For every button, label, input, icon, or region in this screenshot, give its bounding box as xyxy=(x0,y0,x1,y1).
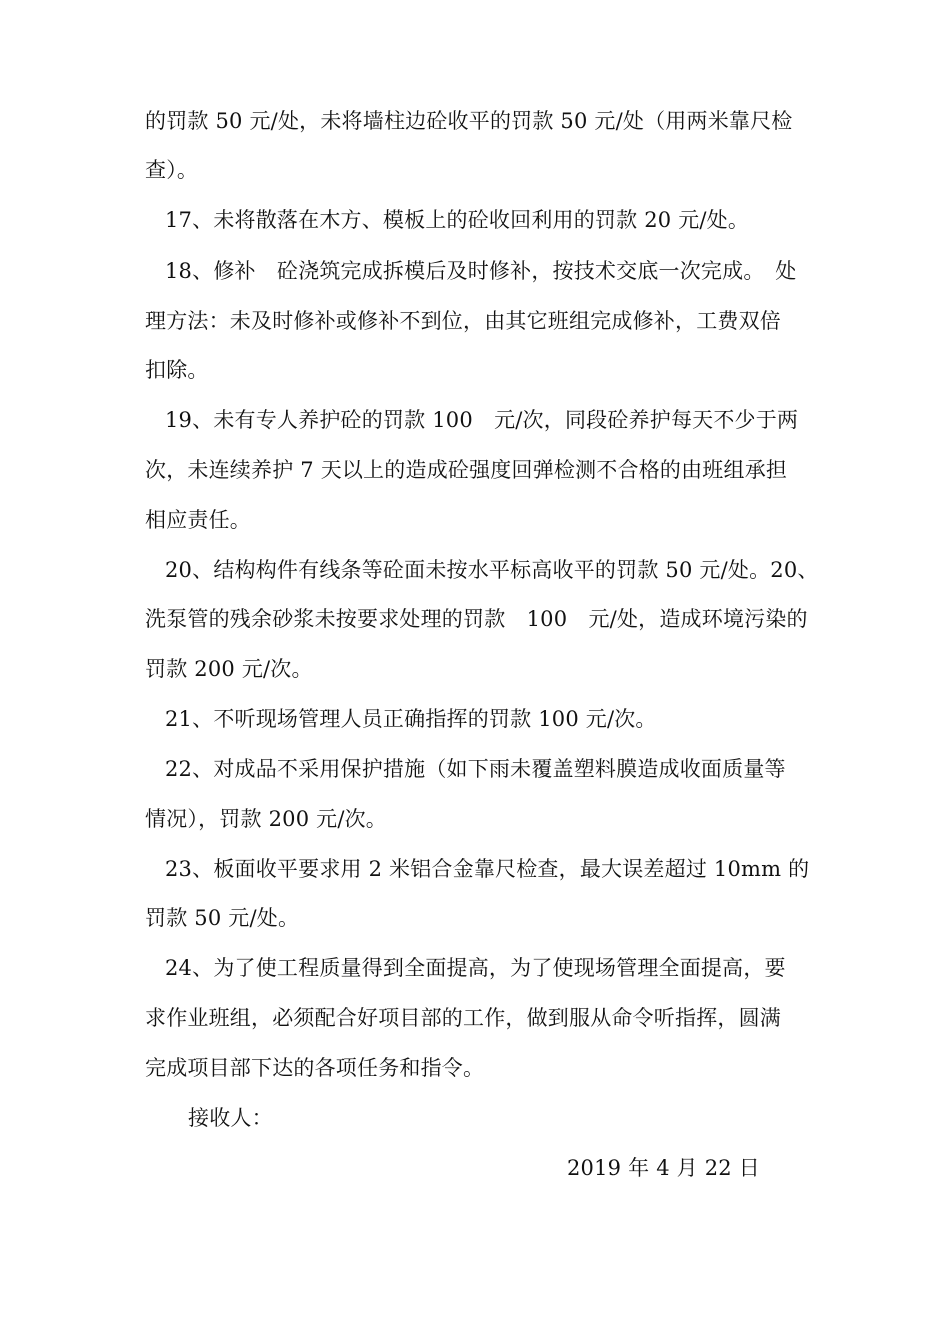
text-line: 求作业班组，必须配合好项目部的工作，做到服从命令听指挥，圆满 xyxy=(145,1006,781,1030)
item-19-line: 19、未有专人养护砼的罚款 100 元/次，同段砼养护每天不少于两 xyxy=(165,408,799,432)
text-line: 罚款 50 元/处。 xyxy=(145,906,300,930)
item-17-line: 17、未将散落在木方、模板上的砼收回利用的罚款 20 元/处。 xyxy=(165,208,750,232)
text-line: 次，未连续养护 7 天以上的造成砼强度回弹检测不合格的由班组承担 xyxy=(145,458,788,482)
text-line: 完成项目部下达的各项任务和指令。 xyxy=(145,1056,485,1080)
text-line: 扣除。 xyxy=(145,358,209,382)
text-line: 相应责任。 xyxy=(145,508,251,532)
text-line: 查）。 xyxy=(145,158,199,182)
text-line: 的罚款 50 元/处，未将墙柱边砼收平的罚款 50 元/处（用两米靠尺检 xyxy=(145,109,793,133)
item-24-line: 24、为了使工程质量得到全面提高，为了使现场管理全面提高，要 xyxy=(165,956,786,980)
item-18-line: 18、修补 砼浇筑完成拆模后及时修补，按技术交底一次完成。 处 xyxy=(165,259,797,283)
receiver-label: 接收人： xyxy=(188,1106,273,1130)
text-line: 情况），罚款 200 元/次。 xyxy=(145,807,388,831)
text-line: 理方法：未及时修补或修补不到位，由其它班组完成修补，工费双倍 xyxy=(145,309,781,333)
text-line: 洗泵管的残余砂浆未按要求处理的罚款 100 元/处，造成环境污染的 xyxy=(145,607,808,631)
item-22-line: 22、对成品不采用保护措施（如下雨未覆盖塑料膜造成收面质量等 xyxy=(165,757,786,781)
signature-date: 2019 年 4 月 22 日 xyxy=(567,1156,760,1180)
item-23-line: 23、板面收平要求用 2 米铝合金靠尺检查，最大误差超过 10mm 的 xyxy=(165,857,810,881)
item-20-line: 20、结构构件有线条等砼面未按水平标高收平的罚款 50 元/处。20、 xyxy=(165,558,819,582)
item-21-line: 21、不听现场管理人员正确指挥的罚款 100 元/次。 xyxy=(165,707,657,731)
text-line: 罚款 200 元/次。 xyxy=(145,657,313,681)
